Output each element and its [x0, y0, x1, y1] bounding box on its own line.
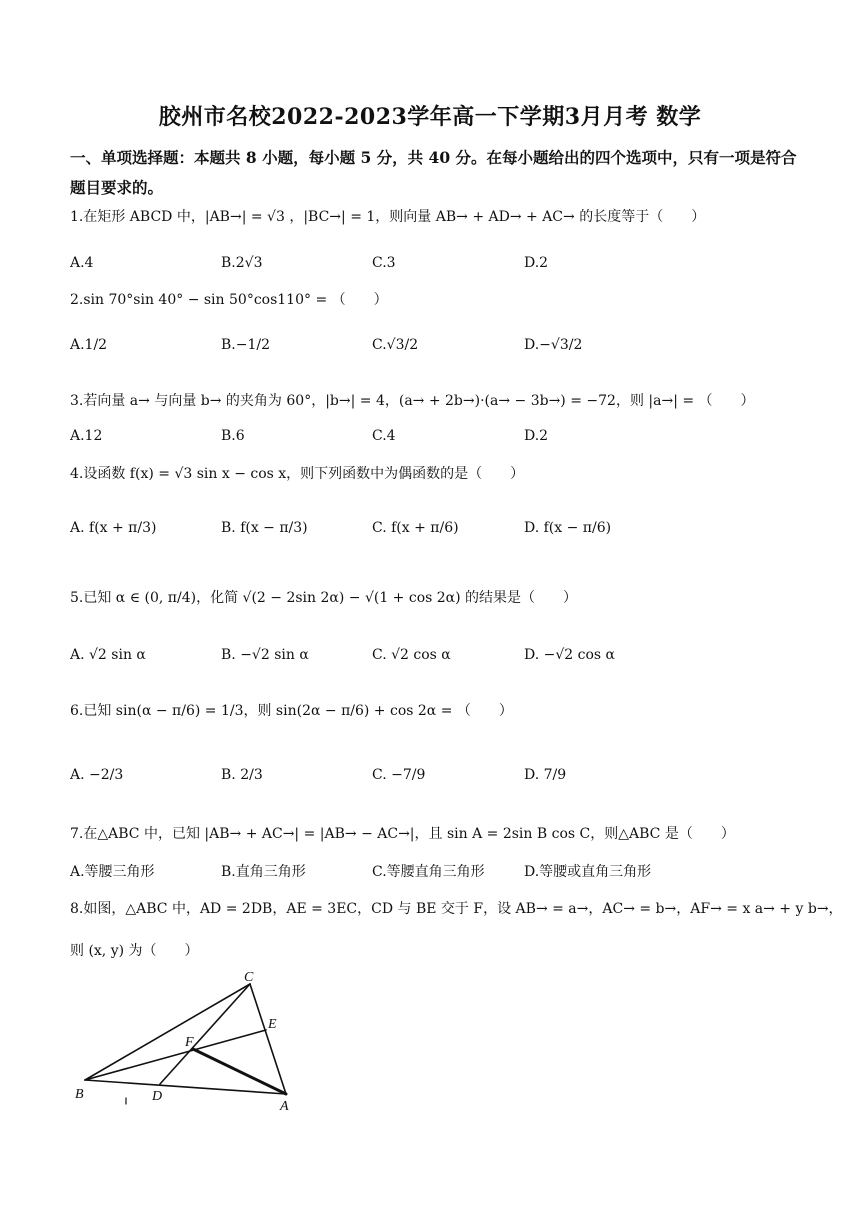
option-c: C.等腰直角三角形 — [372, 864, 485, 880]
option-d: D. f(x − π/6) — [524, 520, 612, 536]
page-title: 胶州市名校2022-2023学年高一下学期3月月考 数学 — [158, 104, 702, 130]
option-d: D.2 — [524, 428, 549, 444]
question-number: 4. — [70, 466, 84, 482]
option-d: D. −√2 cos α — [524, 647, 615, 663]
segment-ba — [85, 1080, 286, 1094]
option-d: D. 7/9 — [524, 767, 567, 783]
label-c: C — [244, 970, 254, 985]
question-number: 3. — [70, 393, 84, 409]
question-stem: 设函数 f(x) = √3 sin x − cos x，则下列函数中为偶函数的是（ ） — [83, 466, 525, 482]
option-b: B.−1/2 — [221, 337, 270, 353]
option-c: C.4 — [372, 428, 396, 444]
label-b: B — [75, 1087, 84, 1102]
option-c: C. √2 cos α — [372, 647, 451, 663]
label-e: E — [268, 1017, 277, 1032]
label-f: F — [185, 1035, 194, 1050]
option-a: A. −2/3 — [70, 767, 124, 783]
question-number: 7. — [70, 826, 84, 842]
question-stem: 如图，△ABC 中，AD = 2DB，AE = 3EC，CD 与 BE 交于 F，设 AB→ = a→，AC→ = b→，AF→ = x a→ + y b→， — [83, 901, 843, 917]
question-7 — [70, 823, 735, 843]
question-8-continued — [70, 940, 199, 960]
question-4 — [70, 463, 524, 483]
question-1 — [70, 206, 705, 226]
question-6 — [70, 700, 513, 720]
segment-fa — [193, 1049, 286, 1094]
option-a: A.12 — [70, 428, 103, 444]
option-b: B. 2/3 — [221, 767, 263, 783]
option-d: D.2 — [524, 255, 549, 271]
question-5 — [70, 587, 577, 607]
option-b: B.直角三角形 — [221, 864, 306, 880]
label-a: A — [280, 1099, 289, 1114]
question-number: 1. — [70, 209, 84, 225]
option-d: D.−√3/2 — [524, 337, 583, 353]
option-c: C.√3/2 — [372, 337, 419, 353]
option-a: A. √2 sin α — [70, 647, 146, 663]
section-heading: 一、单项选择题：本题共 8 小题，每小题 5 分，共 40 分。在每小题给出的四个选项中，只有一项是符合题目要求的。 — [70, 148, 797, 197]
label-d: D — [152, 1089, 163, 1104]
question-number: 5. — [70, 590, 84, 606]
question-2 — [70, 289, 388, 309]
option-b: B. −√2 sin α — [221, 647, 309, 663]
question-8 — [70, 898, 843, 918]
option-a: A. f(x + π/3) — [70, 520, 157, 536]
question-stem: 在△ABC 中，已知 |AB→ + AC→| = |AB→ − AC→|，且 sin A = 2sin B cos C，则△ABC 是（ ） — [83, 826, 735, 842]
option-c: C. f(x + π/6) — [372, 520, 459, 536]
option-a: A.1/2 — [70, 337, 108, 353]
option-a: A.4 — [70, 255, 94, 271]
question-stem: 若向量 a→ 与向量 b→ 的夹角为 60°，|b→| = 4，(a→ + 2b→)·(a→ − 3b→) = −72，则 |a→| = （ ） — [83, 393, 755, 409]
option-b: B. f(x − π/3) — [221, 520, 308, 536]
question-number: 6. — [70, 703, 84, 719]
option-a: A.等腰三角形 — [70, 864, 155, 880]
question-stem: 已知 sin(α − π/6) = 1/3，则 sin(2α − π/6) + cos 2α = （ ） — [83, 703, 513, 719]
option-c: C. −7/9 — [372, 767, 426, 783]
question-number: 8. — [70, 901, 84, 917]
question-stem: 在矩形 ABCD 中，|AB→| = √3 ，|BC→| = 1，则向量 AB→ + AD→ + AC→ 的长度等于（ ） — [83, 209, 706, 225]
option-c: C.3 — [372, 255, 396, 271]
question-3 — [70, 390, 755, 410]
question-stem: 已知 α ∈ (0, π/4)，化简 √(2 − 2sin 2α) − √(1 + cos 2α) 的结果是（ ） — [83, 590, 578, 606]
triangle-figure — [70, 970, 310, 1120]
segment-ca — [250, 984, 286, 1094]
option-b: B.2√3 — [221, 255, 263, 271]
option-d: D.等腰或直角三角形 — [524, 864, 652, 880]
question-stem-continued: 则 (x, y) 为（ ） — [70, 943, 199, 959]
option-b: B.6 — [221, 428, 245, 444]
question-number: 2. — [70, 292, 84, 308]
question-stem: sin 70°sin 40° − sin 50°cos110° = （ ） — [83, 292, 388, 308]
